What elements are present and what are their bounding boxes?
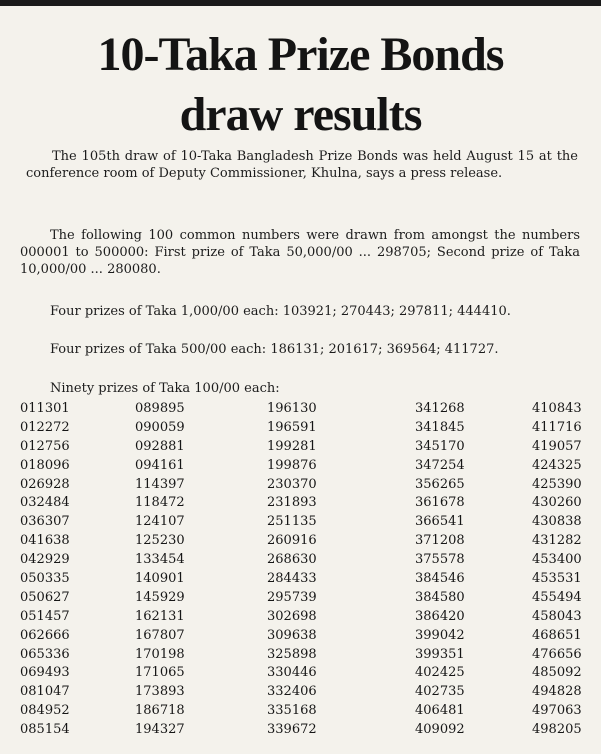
prize-number-cell: 050335 <box>20 571 70 587</box>
prize-number-cell: 458043 <box>532 608 582 624</box>
prize-number-cell: 453531 <box>532 571 582 587</box>
taka-1000-prizes-paragraph: Four prizes of Taka 1,000/00 each: 103921; 270443; 297811; 444410. <box>50 304 511 319</box>
prize-number-cell: 012272 <box>20 419 70 435</box>
prize-number-cell: 085154 <box>20 722 70 738</box>
table-row <box>20 626 600 645</box>
prize-number-cell: 012756 <box>20 438 70 454</box>
prize-number-cell: 453400 <box>532 552 582 568</box>
prize-number-cell: 411716 <box>532 419 582 435</box>
prize-number-cell: 284433 <box>267 571 317 587</box>
table-row <box>20 512 600 531</box>
intro-paragraph: The 105th draw of 10-Taka Bangladesh Prize Bonds was held August 15 at the conference room of Deputy Commissioner, Khulna, says a press release. <box>26 149 578 181</box>
prize-number-cell: 402735 <box>415 684 465 700</box>
prize-number-cell: 399351 <box>415 646 465 662</box>
prize-number-cell: 399042 <box>415 627 465 643</box>
table-row <box>20 399 600 418</box>
prize-number-cell: 347254 <box>415 457 465 473</box>
table-row <box>20 475 600 494</box>
prize-number-cell: 036307 <box>20 514 70 530</box>
prize-number-cell: 230370 <box>267 476 317 492</box>
prize-number-cell: 410843 <box>532 401 582 416</box>
prize-number-cell: 196130 <box>267 401 317 416</box>
prize-number-cell: 032484 <box>20 495 70 511</box>
prize-number-cell: 050627 <box>20 589 70 605</box>
prize-number-cell: 231893 <box>267 495 317 511</box>
prize-number-cell: 366541 <box>415 514 465 530</box>
table-row <box>20 531 600 550</box>
prize-number-cell: 497063 <box>532 703 582 719</box>
prize-number-cell: 173893 <box>135 684 185 700</box>
table-row <box>20 437 600 456</box>
prize-number-cell: 145929 <box>135 589 185 605</box>
prize-number-cell: 476656 <box>532 646 582 662</box>
table-row <box>20 418 600 437</box>
prize-number-cell: 375578 <box>415 552 465 568</box>
prize-number-cell: 118472 <box>135 495 185 511</box>
taka-100-prizes-heading: Ninety prizes of Taka 100/00 each: <box>50 381 280 396</box>
prize-number-cell: 042929 <box>20 552 70 568</box>
prize-number-cell: 081047 <box>20 684 70 700</box>
prize-number-cell: 419057 <box>532 438 582 454</box>
prize-number-cell: 084952 <box>20 703 70 719</box>
prize-number-cell: 332406 <box>267 684 317 700</box>
prize-number-cell: 402425 <box>415 665 465 681</box>
prize-number-cell: 309638 <box>267 627 317 643</box>
prize-number-cell: 386420 <box>415 608 465 624</box>
prize-number-cell: 356265 <box>415 476 465 492</box>
prize-number-cell: 167807 <box>135 627 185 643</box>
table-row <box>20 645 600 664</box>
prize-number-cell: 124107 <box>135 514 185 530</box>
prize-number-cell: 430838 <box>532 514 582 530</box>
prize-number-cell: 339672 <box>267 722 317 738</box>
prize-number-cell: 361678 <box>415 495 465 511</box>
prize-number-cell: 094161 <box>135 457 185 473</box>
prize-number-cell: 026928 <box>20 476 70 492</box>
prize-number-cell: 425390 <box>532 476 582 492</box>
prize-number-cell: 455494 <box>532 589 582 605</box>
prize-number-cell: 384546 <box>415 571 465 587</box>
prize-number-cell: 199876 <box>267 457 317 473</box>
table-row <box>20 493 600 512</box>
prize-number-cell: 018096 <box>20 457 70 473</box>
prize-number-cell: 199281 <box>267 438 317 454</box>
table-row <box>20 682 600 701</box>
prize-number-cell: 335168 <box>267 703 317 719</box>
prize-number-cell: 498205 <box>532 722 582 738</box>
prize-number-cell: 268630 <box>267 552 317 568</box>
prize-number-cell: 406481 <box>415 703 465 719</box>
table-row <box>20 588 600 607</box>
prize-number-cell: 302698 <box>267 608 317 624</box>
prize-number-cell: 345170 <box>415 438 465 454</box>
prize-number-cell: 125230 <box>135 533 185 549</box>
prize-number-cell: 170198 <box>135 646 185 662</box>
prize-number-cell: 409092 <box>415 722 465 738</box>
prize-number-cell: 424325 <box>532 457 582 473</box>
prize-number-cell: 341845 <box>415 419 465 435</box>
prize-number-cell: 251135 <box>267 514 317 530</box>
prize-numbers-table <box>20 399 600 739</box>
prize-number-cell: 133454 <box>135 552 185 568</box>
table-row <box>20 569 600 588</box>
prize-number-cell: 114397 <box>135 476 185 492</box>
table-row <box>20 456 600 475</box>
prize-number-cell: 295739 <box>267 589 317 605</box>
top-border-rule <box>0 0 601 6</box>
table-row <box>20 663 600 682</box>
prize-number-cell: 069493 <box>20 665 70 681</box>
prize-number-cell: 041638 <box>20 533 70 549</box>
prize-number-cell: 092881 <box>135 438 185 454</box>
prize-number-cell: 194327 <box>135 722 185 738</box>
prize-number-cell: 051457 <box>20 608 70 624</box>
prize-number-cell: 330446 <box>267 665 317 681</box>
prize-number-cell: 196591 <box>267 419 317 435</box>
prize-number-cell: 430260 <box>532 495 582 511</box>
headline-line-1: 10-Taka Prize Bonds <box>97 28 504 81</box>
prize-number-cell: 494828 <box>532 684 582 700</box>
taka-500-prizes-paragraph: Four prizes of Taka 500/00 each: 186131; 201617; 369564; 411727. <box>50 342 499 357</box>
table-row <box>20 607 600 626</box>
prize-number-cell: 341268 <box>415 401 465 416</box>
prize-number-cell: 090059 <box>135 419 185 435</box>
prize-number-cell: 065336 <box>20 646 70 662</box>
headline-line-2: draw results <box>179 88 422 141</box>
table-row <box>20 720 600 739</box>
prize-number-cell: 089895 <box>135 401 185 416</box>
prize-number-cell: 325898 <box>267 646 317 662</box>
prize-number-cell: 011301 <box>20 401 70 416</box>
common-numbers-paragraph: The following 100 common numbers were drawn from amongst the numbers 000001 to 500000: First prize of Taka 50,000/00 ... 298705; Second prize of Taka 10,000/00 ... 280080. <box>20 228 580 277</box>
prize-number-cell: 371208 <box>415 533 465 549</box>
prize-number-cell: 431282 <box>532 533 582 549</box>
prize-number-cell: 384580 <box>415 589 465 605</box>
prize-number-cell: 140901 <box>135 571 185 587</box>
prize-number-cell: 162131 <box>135 608 185 624</box>
prize-number-cell: 485092 <box>532 665 582 681</box>
table-row <box>20 550 600 569</box>
table-row <box>20 701 600 720</box>
prize-number-cell: 186718 <box>135 703 185 719</box>
prize-number-cell: 468651 <box>532 627 582 643</box>
prize-number-cell: 171065 <box>135 665 185 681</box>
prize-number-cell: 260916 <box>267 533 317 549</box>
prize-number-cell: 062666 <box>20 627 70 643</box>
